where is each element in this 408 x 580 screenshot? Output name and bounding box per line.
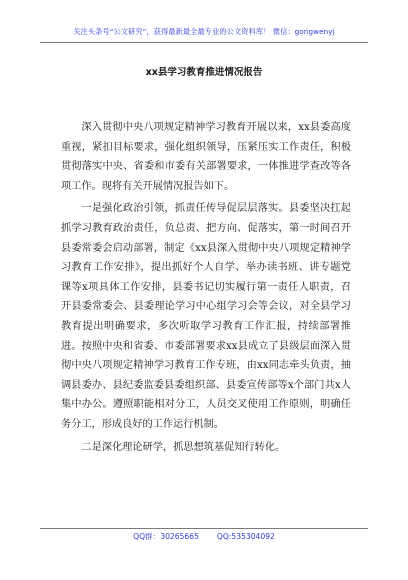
document-title: xx县学习教育推进情况报告 xyxy=(145,67,263,78)
footer-qq-group: QQ群：30265665 xyxy=(133,532,199,541)
paragraph-first-point: 一是强化政治引领，抓责任传导促层层落实。县委坚决扛起抓学习教育政治责任，负总责、把方向、促落实，第一时间召开县委常委会启动部署，制定《xx县深入贯彻中央八项规定精神学习教育工作安排》，提出抓好个人自学、举办读书班、讲专题党课等x项具体工作安排，县委书记切实履行第一责任人职责，召开县委常委会、县委理论学习中心组学习会等会议，对全县学习教育提出明确要求，多次听取学习教育工作汇报，持续部署推进。按照中央和省委、市委部署要求xx县成立了县级层面深入贯彻中央八项规定精神学习教育工作专班，由xx同志牵头负责，抽调县委办、县纪委监委县委组织部、县委宣传部等x个部门共x人集中办公。遵照职能相对分工，人员交叉使用工作原则，明确任务分工，形成良好的工作运行机制。 xyxy=(61,203,351,430)
header-note: 关注头条号“公文研究”，获得最新最全最专业的公文资料库！ 微信：gongwenyj xyxy=(73,27,335,36)
footer-contact xyxy=(0,531,408,542)
header-divider xyxy=(40,42,368,43)
document-body xyxy=(61,118,351,457)
paragraph-second-point: 二是深化理论研学，抓思想筑基促知行转化。 xyxy=(81,441,286,453)
footer-qq-number: QQ:535304092 xyxy=(216,532,275,541)
footer-divider xyxy=(40,528,368,529)
paragraph-intro: 深入贯彻中央八项规定精神学习教育开展以来，xx县委高度重视，紧扣目标要求，强化组织领导，压紧压实工作责任，积极贯彻落实中央、省委和市委有关部署要求，一体推进学查改等各项工作。现将有关开展情况报告如下。 xyxy=(61,122,351,192)
